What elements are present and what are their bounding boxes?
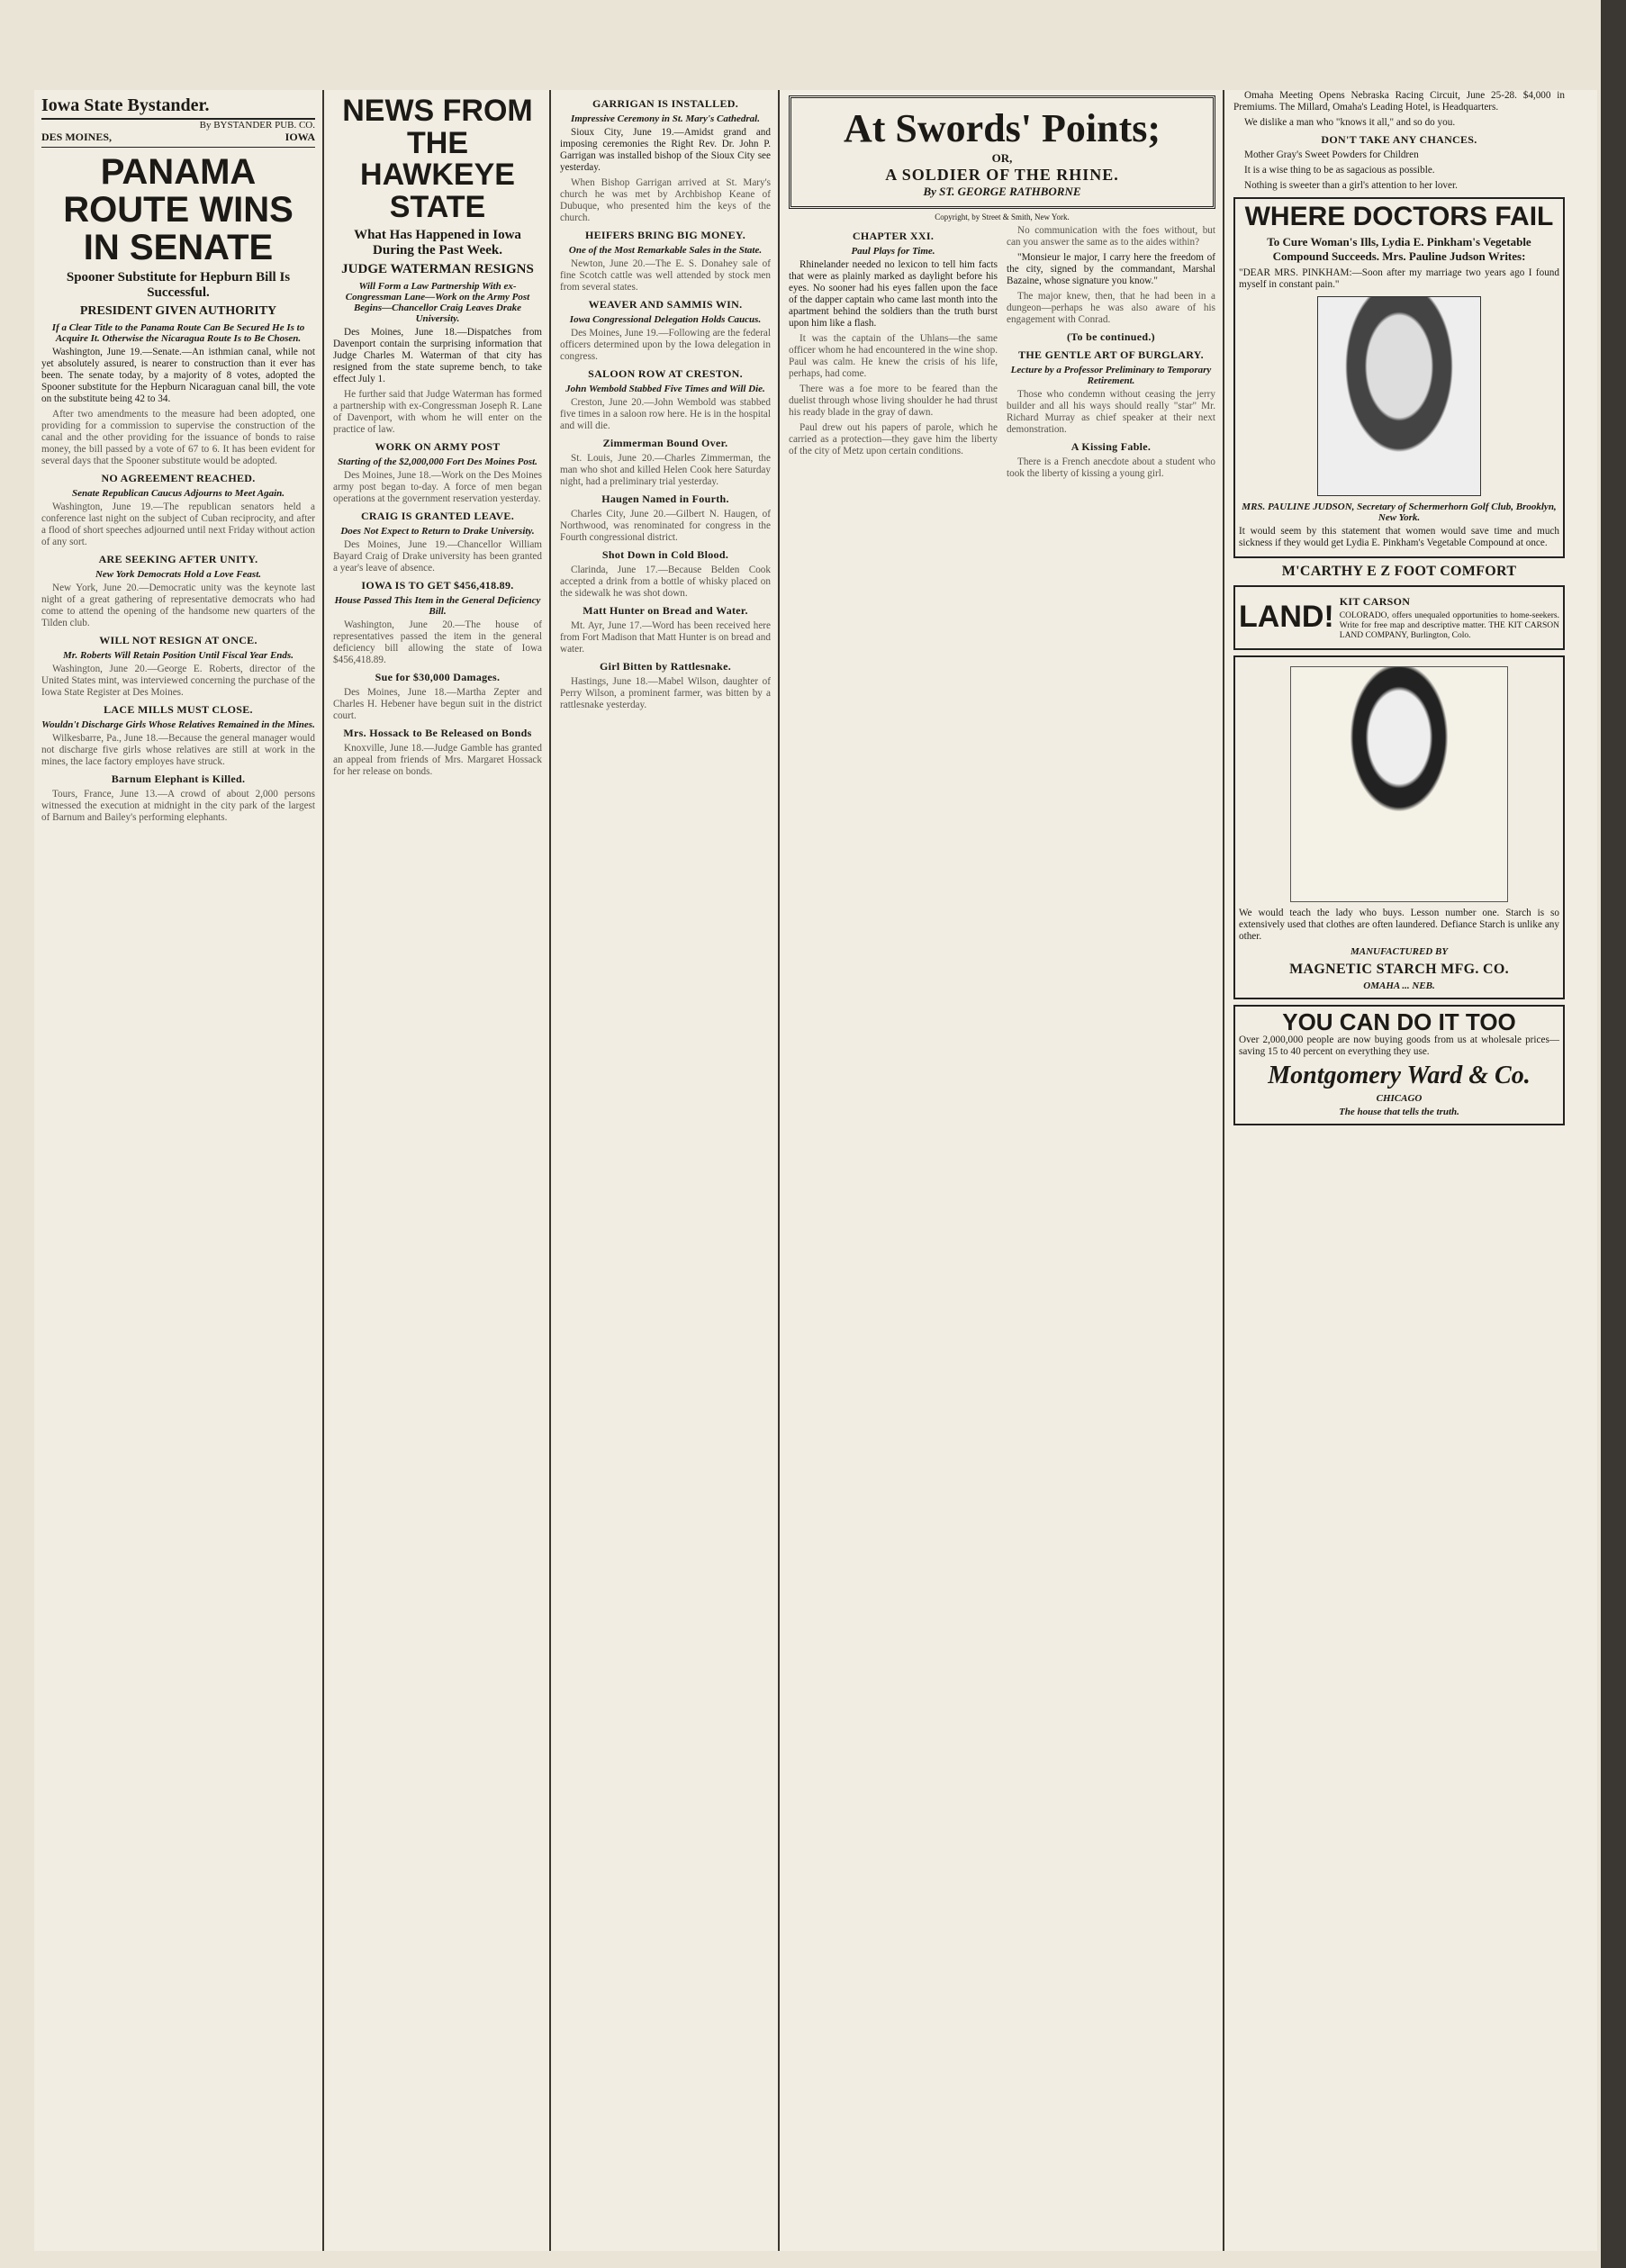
deck-sales: One of the Most Remarkable Sales in the State.: [568, 245, 763, 256]
column-1: [34, 90, 322, 2251]
article-text: After two amendments to the measure had been adopted, one providing for a commission to supervise the construction of the canal and the other providing for the issuance of bonds to raise money, the bill passed by a vote of 67 to 6. It has been evident for several days that the Spooner substitute would be adopted.: [41, 409, 315, 466]
land-body-wrap: [1340, 591, 1559, 645]
article-text: Knoxville, June 18.—Judge Gamble has granted an appeal from friends of Mrs. Margaret Hossack for her release on bonds.: [333, 742, 542, 777]
chapter-number: CHAPTER XXI.: [852, 230, 935, 242]
land-ad: [1233, 585, 1565, 650]
pinkham-ad: [1233, 197, 1565, 558]
headline-saloon: SALOON ROW AT CRESTON.: [588, 367, 743, 380]
woman-image: [1290, 666, 1508, 902]
article-text: Clarinda, June 17.—Because Belden Cook accepted a drink from a bottle of whisky placed on the sidewalk he was shot down.: [560, 565, 771, 599]
article-text: There is a French anecdote about a student who took the liberty of kissing a young girl.: [1007, 456, 1215, 479]
ward-ad: [1233, 1005, 1565, 1125]
article-text: Washington, June 20.—The house of representatives passed the item in the general deficiency bill allowing the state of Iowa $456,418.89.: [333, 619, 542, 665]
article-text: Those who condemn without ceasing the jerry builder and all his ways should really "star" Mr. Richard Murray as chief speaker at their next demonstration.: [1007, 389, 1215, 435]
serial-title-box: [789, 95, 1215, 209]
ward-headline: YOU CAN DO IT TOO: [1282, 1007, 1516, 1035]
headline-hawkeye: NEWS FROM THE HAWKEYE STATE: [342, 94, 533, 225]
deck-title: If a Clear Title to the Panama Route Can Be Secured He Is to Acquire It. Otherwise the Nicaragua Route Is to Be Chosen.: [51, 322, 305, 344]
article-text: Washington, June 19.—Senate.—An isthmian canal, while not yet absolutely assured, is nearer to construction than it ever has been. The senate today, by a majority of 8 votes, adopted the Spooner substitute for the Hepburn Nicaraguan canal bill, the vote on the substitute being 42 to 34.: [41, 347, 315, 404]
headline-resign: WILL NOT RESIGN AT ONCE.: [99, 634, 257, 646]
starch-manufacturer-label: MANUFACTURED BY: [1350, 945, 1449, 957]
deck-caucus: Senate Republican Caucus Adjourns to Meet Again.: [71, 488, 285, 499]
article-text: New York, June 20.—Democratic unity was the keynote last night of a great gathering of representative democrats who had come to attend the opening of the handsome new quarters of the Tilden club.: [41, 583, 315, 628]
article-text: St. Louis, June 20.—Charles Zimmerman, the man who shot and killed Helen Cook here Saturday night, had a preliminary trial yesterday.: [560, 453, 771, 487]
deck-caucus-iowa: Iowa Congressional Delegation Holds Caucus.: [569, 314, 762, 325]
pinkham-headline: WHERE DOCTORS FAIL: [1244, 202, 1554, 231]
headline-heifers: HEIFERS BRING BIG MONEY.: [584, 229, 746, 241]
ward-tagline: The house that tells the truth.: [1339, 1106, 1459, 1117]
dateline-state: IOWA: [285, 131, 315, 143]
deck-spooner: Spooner Substitute for Hepburn Bill Is Successful.: [66, 270, 291, 300]
serial-copyright: Copyright, by Street & Smith, New York.: [935, 212, 1070, 221]
column-2: [326, 90, 549, 2251]
land-subhead: KIT CARSON: [1339, 594, 1411, 608]
headline-burglary: THE GENTLE ART OF BURGLARY.: [1018, 348, 1204, 361]
deck-wembold: John Wembold Stabbed Five Times and Will Die.: [565, 384, 765, 394]
article-text: Des Moines, June 19.—Following are the federal officers determined upon by the Iowa delegation in congress.: [560, 328, 771, 362]
article-text: Tours, France, June 13.—A crowd of about 2,000 persons witnessed the execution at midnight in the city park of the largest of Barnum and Bailey's performing elephants.: [41, 789, 315, 823]
headline-kissing: A Kissing Fable.: [1070, 440, 1152, 453]
serial-columns: [789, 225, 1215, 483]
article-text: Des Moines, June 19.—Chancellor William Bayard Craig of Drake university has been granted a year's leave of absence.: [333, 538, 542, 574]
headline-chances: DON'T TAKE ANY CHANCES.: [1321, 133, 1477, 146]
article-text: "Monsieur le major, I carry here the freedom of the city, signed by the commandant, Marshal Bazaine, whose signature you know.": [1007, 252, 1215, 286]
deck-democrats: New York Democrats Hold a Love Feast.: [95, 569, 262, 580]
headline-unity: ARE SEEKING AFTER UNITY.: [98, 553, 258, 565]
headline-garrigan: GARRIGAN IS INSTALLED.: [592, 97, 739, 110]
article-text: Mt. Ayr, June 17.—Word has been received here from Fort Madison that Matt Hunter is on bread and water.: [560, 620, 771, 655]
deck-roberts: Mr. Roberts Will Retain Position Until Fiscal Year Ends.: [63, 650, 294, 661]
headline-elephant: Barnum Elephant is Killed.: [111, 773, 246, 785]
article-text: We dislike a man who "knows it all," and so do you.: [1244, 117, 1456, 128]
dateline: [41, 131, 315, 148]
starch-city: OMAHA ... NEB.: [1363, 980, 1435, 991]
deck-lace: Wouldn't Discharge Girls Whose Relatives Remained in the Mines.: [41, 719, 315, 730]
headline-shot: Shot Down in Cold Blood.: [601, 548, 729, 561]
article-text: Washington, June 20.—George E. Roberts, director of the United States mint, was interviewed concerning the purchase of the Iowa State Register at Des Moines.: [41, 664, 315, 698]
serial-column-left: [789, 225, 998, 483]
column-rule: [778, 90, 780, 2251]
article-text: It is a wise thing to be as sagacious as possible.: [1244, 165, 1435, 176]
article-text: Des Moines, June 18.—Dispatches from Davenport contain the surprising information that Judge Charles M. Waterman of that city has resigned from the state supreme bench, to take effect July 1.: [333, 326, 542, 384]
headline-hossack: Mrs. Hossack to Be Released on Bonds: [343, 726, 532, 739]
deck-week: What Has Happened in Iowa During the Past Week.: [354, 227, 521, 258]
land-body: COLORADO, offers unequaled opportunities to home-seekers. Write for free map and descriptive matter. THE KIT CARSON LAND COMPANY, Burlington, Colo.: [1339, 610, 1559, 640]
article-text: Creston, June 20.—John Wembold was stabbed five times in a saloon row here. He is in the hospital and will die.: [560, 397, 771, 431]
article-text: It was the captain of the Uhlans—the same officer whom he had encountered in the wine shop. Paul was calm. He knew the crisis of his life, perhaps, had come.: [789, 333, 998, 379]
article-text: Charles City, June 20.—Gilbert N. Haugen, of Northwood, was renominated for congress in the Fourth congressional district.: [560, 509, 771, 543]
headline-damages: Sue for $30,000 Damages.: [375, 670, 501, 683]
article-text: Des Moines, June 18.—Work on the Des Moines army post began to-day. A force of men began operations at the government reservation yesterday.: [333, 469, 542, 504]
article-text: Paul drew out his papers of parole, which he carried as a protection—they gave him the liberty of the city of Metz upon certain conditions.: [789, 422, 998, 456]
masthead-flag: Iowa State Bystander.: [41, 90, 315, 120]
headline-hunter: Matt Hunter on Bread and Water.: [583, 604, 748, 617]
article-text: There was a foe more to be feared than the duelist through whose living shoulder he had thrust his ready blade in the gray of dawn.: [789, 384, 998, 418]
deck-cathedral: Impressive Ceremony in St. Mary's Cathedral.: [571, 113, 760, 124]
article-text: Newton, June 20.—The E. S. Donahey sale of fine Scotch cattle was well attended by stock men from several states.: [560, 258, 771, 293]
ward-signature: Montgomery Ward & Co.: [1268, 1061, 1531, 1089]
column-6-ads: [1226, 90, 1572, 2251]
headline-rattlesnake: Girl Bitten by Rattlesnake.: [599, 660, 732, 673]
headline-craig: CRAIG IS GRANTED LEAVE.: [360, 509, 515, 522]
pinkham-subhead: To Cure Woman's Ills, Lydia E. Pinkham's Vegetable Compound Succeeds. Mrs. Pauline Judson Writes:: [1267, 234, 1531, 263]
deck-president: PRESIDENT GIVEN AUTHORITY: [79, 304, 277, 318]
article-text: Washington, June 19.—The republican senators held a conference last night on the subject of Cuban reciprocity, and after a flood of short speeches adjourned until next Friday without action of any sort.: [41, 501, 315, 547]
deck-drake: Does Not Expect to Return to Drake University.: [340, 525, 535, 537]
ward-body: Over 2,000,000 people are now buying goods from us at wholesale prices—saving 15 to 40 percent on everything they use.: [1239, 1034, 1559, 1057]
headline-zimmerman: Zimmerman Bound Over.: [602, 437, 728, 449]
column-3: [553, 90, 778, 2251]
headline-weaver: WEAVER AND SAMMIS WIN.: [588, 298, 743, 311]
serial-story: [781, 90, 1223, 2251]
article-text: Des Moines, June 18.—Martha Zepter and Charles H. Hebener have begun suit in the district court.: [333, 686, 542, 721]
serial-title: At Swords' Points;: [843, 106, 1161, 150]
starch-ad: [1233, 655, 1565, 999]
chapter-title: Paul Plays for Time.: [851, 246, 935, 257]
article-text: Wilkesbarre, Pa., June 18.—Because the general manager would not discharge five girls whose relatives are still at work in the mines, the lace factory employes have struck.: [41, 733, 315, 767]
deck-lane: Will Form a Law Partnership With ex-Congressman Lane—Work on the Army Post Begins—Chancellor Craig Leaves Drake University.: [345, 280, 530, 324]
serial-column-right: [1007, 225, 1215, 483]
headline-army-post: WORK ON ARMY POST: [375, 439, 501, 453]
serial-or: OR,: [991, 151, 1013, 165]
article-text: No communication with the foes without, but can you answer the same as to the aides within?: [1007, 225, 1215, 248]
article-text: Omaha Meeting Opens Nebraska Racing Circuit, June 25-28. $4,000 in Premiums. The Millard, Omaha's Leading Hotel, is Headquarters.: [1233, 90, 1565, 113]
serial-author: By ST. GEORGE RATHBORNE: [923, 185, 1081, 198]
article-text: Nothing is sweeter than a girl's attention to her lover.: [1244, 180, 1458, 191]
newspaper-page: [34, 90, 1597, 2251]
page-edge: [1601, 0, 1626, 2268]
article-text: Sioux City, June 19.—Amidst grand and imposing ceremonies the Right Rev. Dr. John P. Garrigan was installed bishop of the Sioux City see yesterday.: [560, 127, 771, 173]
dateline-city: DES MOINES,: [41, 131, 113, 143]
headline-lace: LACE MILLS MUST CLOSE.: [104, 703, 253, 716]
portrait-image: [1317, 296, 1481, 496]
article-text: Hastings, June 18.—Mabel Wilson, daughter of Perry Wilson, a prominent farmer, was bitten by a rattlesnake yesterday.: [560, 676, 771, 710]
deck-fort: Starting of the $2,000,000 Fort Des Moines Post.: [338, 456, 537, 467]
continued-note: (To be continued.): [1067, 330, 1155, 343]
deck-waterman: JUDGE WATERMAN RESIGNS: [341, 261, 534, 276]
column-rule: [549, 90, 551, 2251]
land-headline: LAND!: [1239, 599, 1334, 634]
headline-no-agreement: NO AGREEMENT REACHED.: [101, 472, 256, 484]
ward-city: CHICAGO: [1376, 1092, 1423, 1104]
starch-body: We would teach the lady who buys. Lesson number one. Starch is so extensively used that clothes are often laundered. Defiance Starch is unlike any other.: [1239, 907, 1559, 942]
publisher: By BYSTANDER PUB. CO.: [199, 120, 315, 131]
article-text: The major knew, then, that he had been in a dungeon—perhaps he was also aware of his engagement with Conrad.: [1007, 291, 1215, 325]
starch-company: MAGNETIC STARCH MFG. CO.: [1289, 961, 1509, 977]
article-text: Mother Gray's Sweet Powders for Children: [1244, 149, 1419, 160]
headline-iowa-get: IOWA IS TO GET $456,418.89.: [361, 578, 514, 592]
article-text: When Bishop Garrigan arrived at St. Mary's church he was met by Archbishop Keane of Dubuque, who presented him the keys of the church.: [560, 177, 771, 223]
headline-panama: PANAMA ROUTE WINS IN SENATE: [63, 152, 294, 267]
serial-subtitle: A SOLDIER OF THE RHINE.: [885, 166, 1119, 184]
mccarthy-headline: M'CARTHY E Z FOOT COMFORT: [1281, 563, 1517, 579]
pinkham-quote: "DEAR MRS. PINKHAM:—Soon after my marriage two years ago I found myself in constant pain.": [1239, 267, 1559, 290]
article-text: Rhinelander needed no lexicon to tell him facts that were as plainly marked as daylight before his eyes. No sooner had his eyes fallen upon the face of the dapper captain who came last month into the apartment behind the soldiers than the truth burst upon him like a flash.: [789, 259, 998, 329]
pinkham-footer: It would seem by this statement that women would save time and much sickness if they would get Lydia E. Pinkham's Vegetable Compound at once.: [1239, 525, 1559, 548]
portrait-caption: MRS. PAULINE JUDSON, Secretary of Schermerhorn Golf Club, Brooklyn, New York.: [1242, 501, 1557, 523]
article-text: He further said that Judge Waterman has formed a partnership with ex-Congressman Joseph R. Lane of Davenport, with whom he will enter on the practice of law.: [333, 388, 542, 435]
deck-lecture: Lecture by a Professor Preliminary to Temporary Retirement.: [1010, 365, 1212, 386]
column-rule: [1223, 90, 1224, 2251]
column-rule: [322, 90, 324, 2251]
deck-deficiency: House Passed This Item in the General Deficiency Bill.: [334, 594, 541, 617]
headline-haugen: Haugen Named in Fourth.: [601, 492, 729, 505]
